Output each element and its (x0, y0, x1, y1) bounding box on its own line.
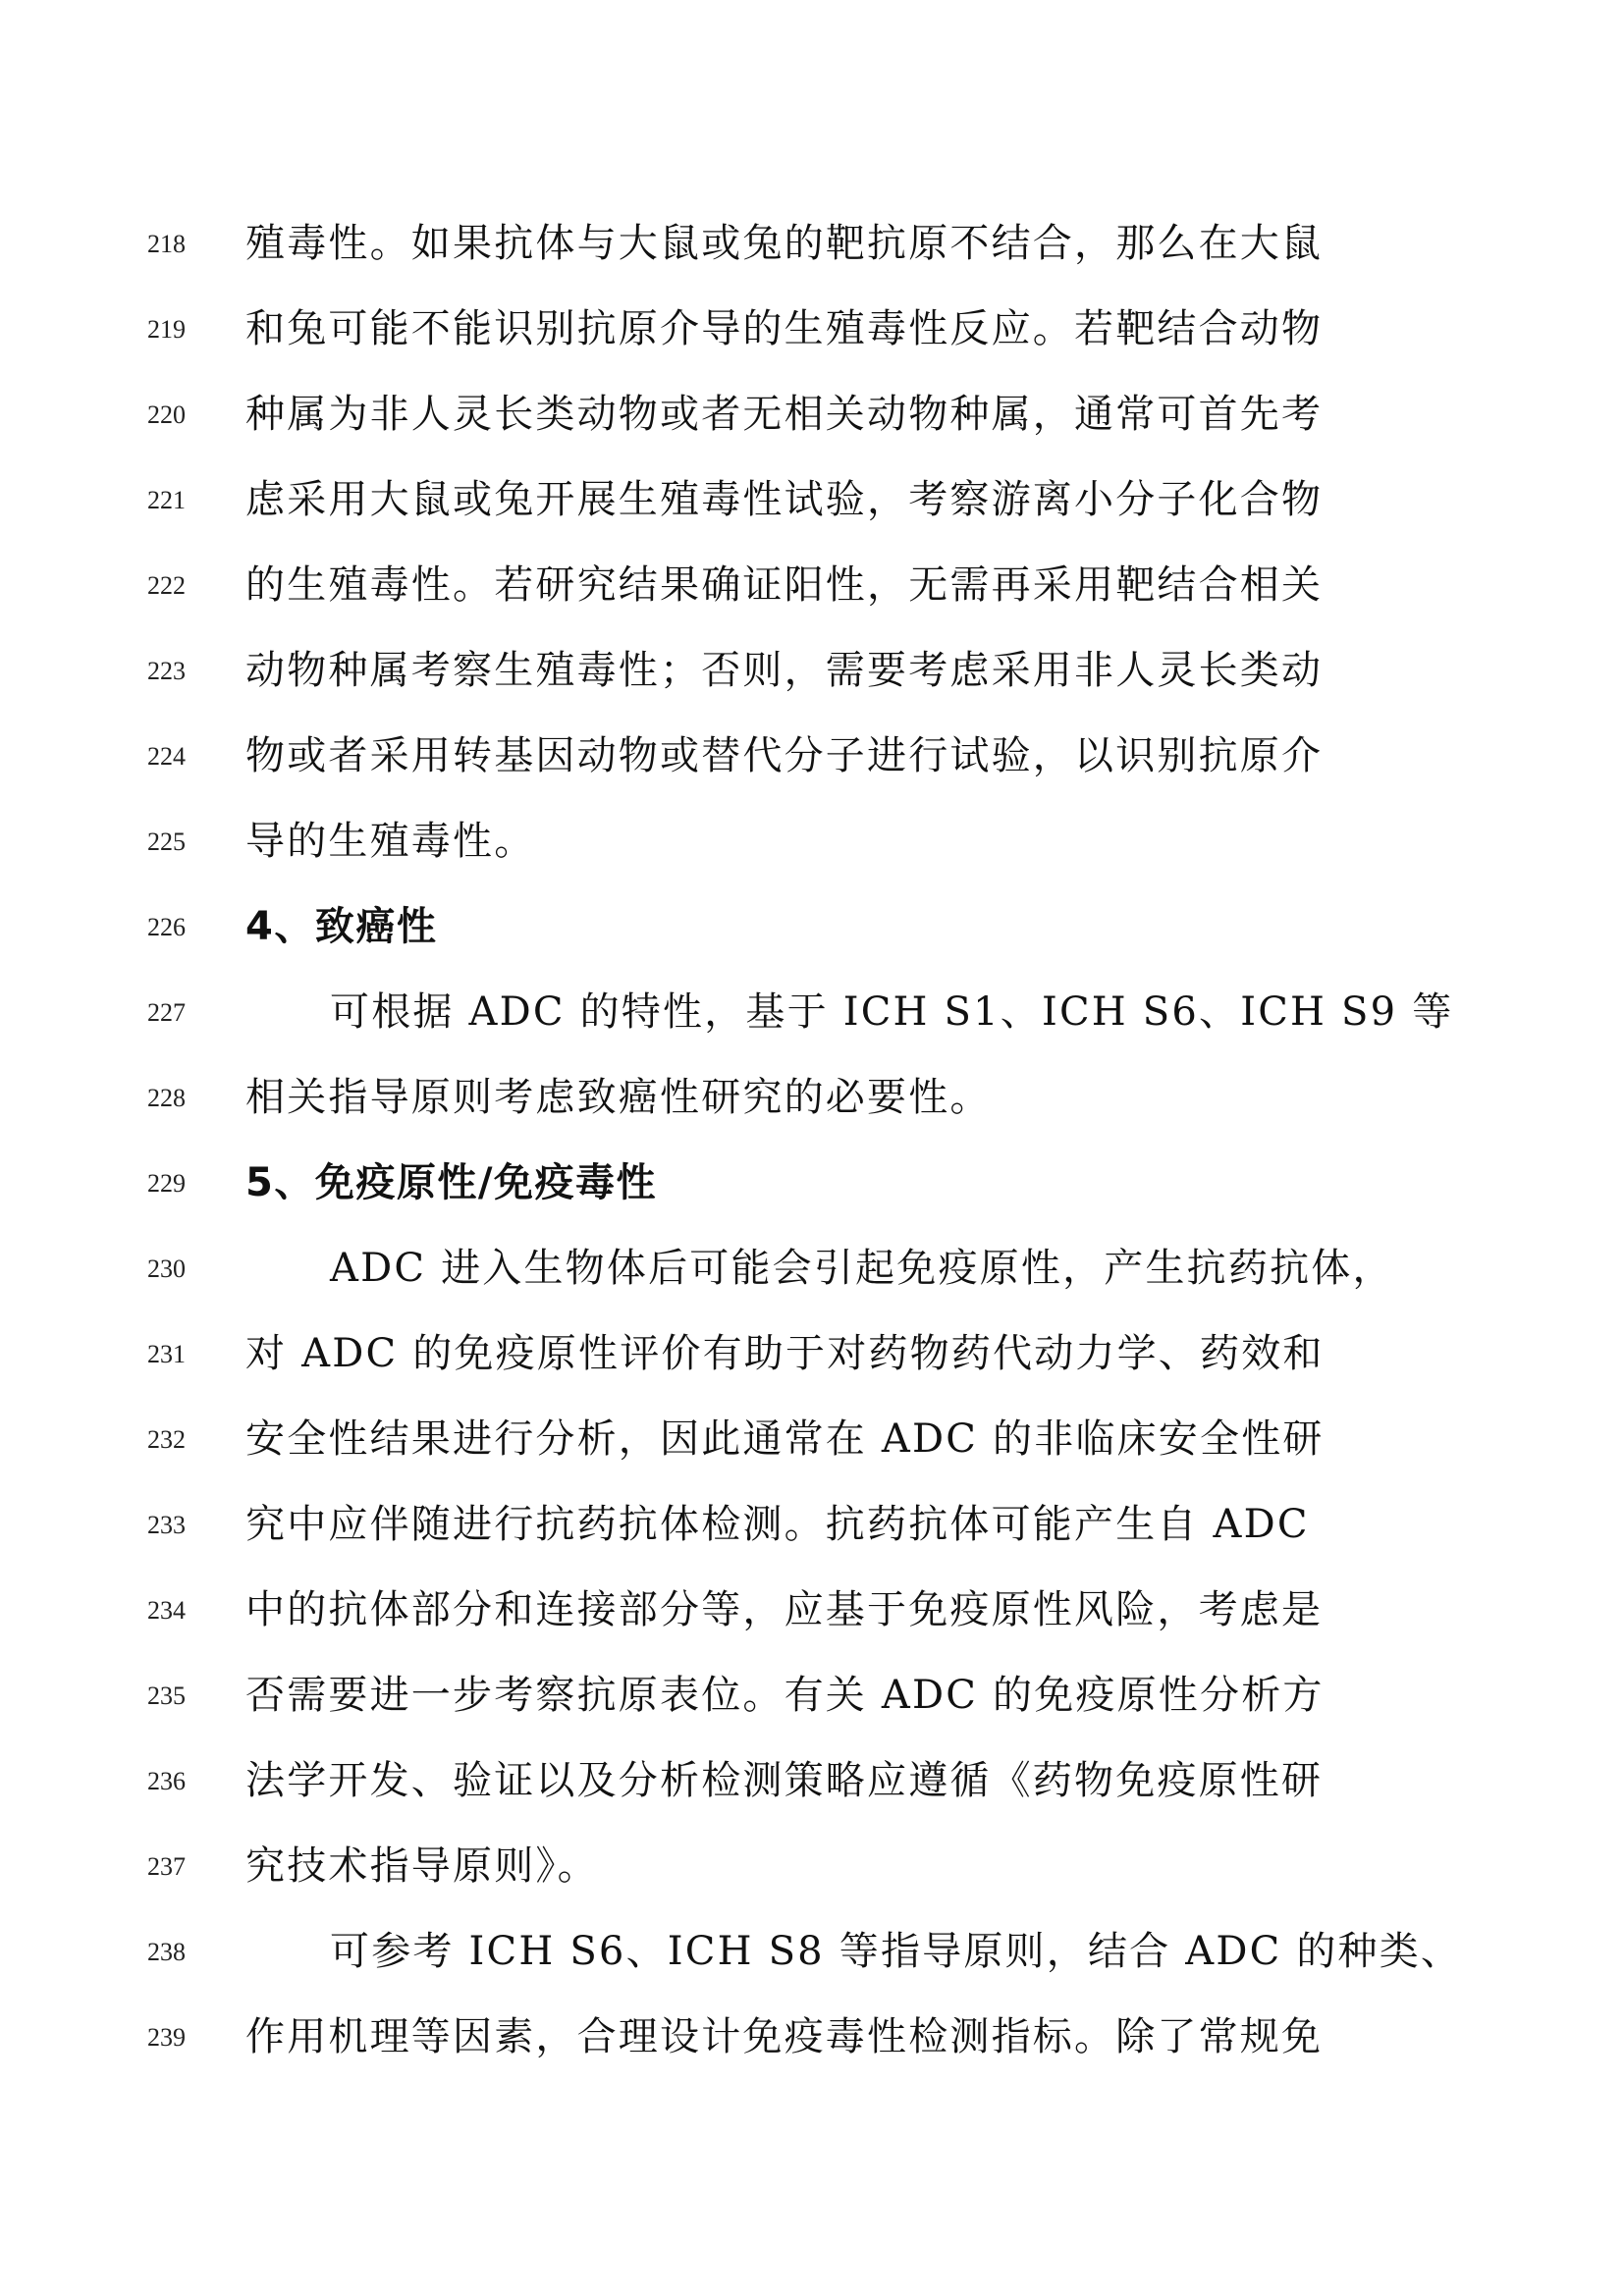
text-line (0, 1055, 1624, 1141)
text-line (0, 1311, 1624, 1397)
line-number: 229 (147, 1169, 186, 1198)
line-number: 225 (147, 828, 186, 856)
line-number: 232 (147, 1425, 186, 1454)
text-line (0, 884, 1624, 970)
text-line (0, 1995, 1624, 2080)
paragraph-text: ADC 进入生物体后可能会引起免疫原性，产生抗药抗体， (330, 1246, 1394, 1291)
paragraph-text: 虑采用大鼠或兔开展生殖毒性试验，考察游离小分子化合物 (245, 477, 1324, 522)
text-line (0, 1141, 1624, 1226)
text-line (0, 1909, 1624, 1995)
line-number: 223 (147, 657, 186, 685)
paragraph-text: 导的生殖毒性。 (245, 819, 536, 864)
paragraph-text: 法学开发、验证以及分析检测策略应遵循《药物免疫原性研 (245, 1758, 1324, 1803)
paragraph-text: 可根据 ADC 的特性，基于 ICH S1、ICH S6、ICH S9 等 (330, 989, 1454, 1035)
line-number: 218 (147, 230, 186, 258)
text-line (0, 714, 1624, 799)
text-line (0, 201, 1624, 287)
paragraph-text: 相关指导原则考虑致癌性研究的必要性。 (245, 1075, 992, 1120)
paragraph-text: 种属为非人灵长类动物或者无相关动物种属，通常可首先考 (245, 392, 1324, 437)
text-line (0, 457, 1624, 543)
line-number: 219 (147, 315, 186, 344)
text-line (0, 372, 1624, 457)
text-line (0, 1482, 1624, 1568)
line-number: 222 (147, 571, 186, 600)
text-line (0, 1397, 1624, 1482)
line-number: 237 (147, 1852, 186, 1881)
text-line (0, 1824, 1624, 1909)
line-number: 234 (147, 1596, 186, 1625)
line-number: 235 (147, 1682, 186, 1710)
paragraph-text: 究中应伴随进行抗药抗体检测。抗药抗体可能产生自 ADC (245, 1502, 1310, 1547)
line-number: 227 (147, 998, 186, 1027)
text-line (0, 1226, 1624, 1311)
text-line (0, 1738, 1624, 1824)
line-number: 230 (147, 1255, 186, 1283)
text-line (0, 628, 1624, 714)
section-heading-immunogenicity: 5、免疫原性/免疫毒性 (245, 1160, 657, 1205)
line-number: 236 (147, 1767, 186, 1795)
text-line (0, 970, 1624, 1055)
paragraph-text: 动物种属考察生殖毒性；否则，需要考虑采用非人灵长类动 (245, 648, 1324, 693)
text-line (0, 1653, 1624, 1738)
line-number: 221 (147, 486, 186, 514)
paragraph-text: 作用机理等因素，合理设计免疫毒性检测指标。除了常规免 (245, 2014, 1324, 2059)
line-number: 224 (147, 742, 186, 771)
text-line (0, 799, 1624, 884)
text-line (0, 287, 1624, 372)
section-heading-carcinogenicity: 4、致癌性 (245, 904, 438, 949)
paragraph-text: 究技术指导原则》。 (245, 1843, 599, 1889)
paragraph-text: 中的抗体部分和连接部分等，应基于免疫原性风险，考虑是 (245, 1587, 1324, 1632)
paragraph-text: 物或者采用转基因动物或替代分子进行试验，以识别抗原介 (245, 733, 1324, 778)
line-number: 233 (147, 1511, 186, 1539)
text-line (0, 1568, 1624, 1653)
text-line (0, 543, 1624, 628)
line-number: 238 (147, 1938, 186, 1966)
paragraph-text: 对 ADC 的免疫原性评价有助于对药物药代动力学、药效和 (245, 1331, 1325, 1376)
line-number: 228 (147, 1084, 186, 1112)
line-number: 226 (147, 913, 186, 941)
paragraph-text: 的生殖毒性。若研究结果确证阳性，无需再采用靶结合相关 (245, 562, 1324, 608)
paragraph-text: 否需要进一步考察抗原表位。有关 ADC 的免疫原性分析方 (245, 1673, 1325, 1718)
line-number: 231 (147, 1340, 186, 1368)
paragraph-text: 安全性结果进行分析，因此通常在 ADC 的非临床安全性研 (245, 1416, 1325, 1462)
paragraph-text: 殖毒性。如果抗体与大鼠或兔的靶抗原不结合，那么在大鼠 (245, 221, 1324, 266)
line-number: 220 (147, 400, 186, 429)
paragraph-text: 和兔可能不能识别抗原介导的生殖毒性反应。若靶结合动物 (245, 306, 1324, 351)
paragraph-text: 可参考 ICH S6、ICH S8 等指导原则，结合 ADC 的种类、 (330, 1929, 1463, 1974)
line-number: 239 (147, 2023, 186, 2052)
